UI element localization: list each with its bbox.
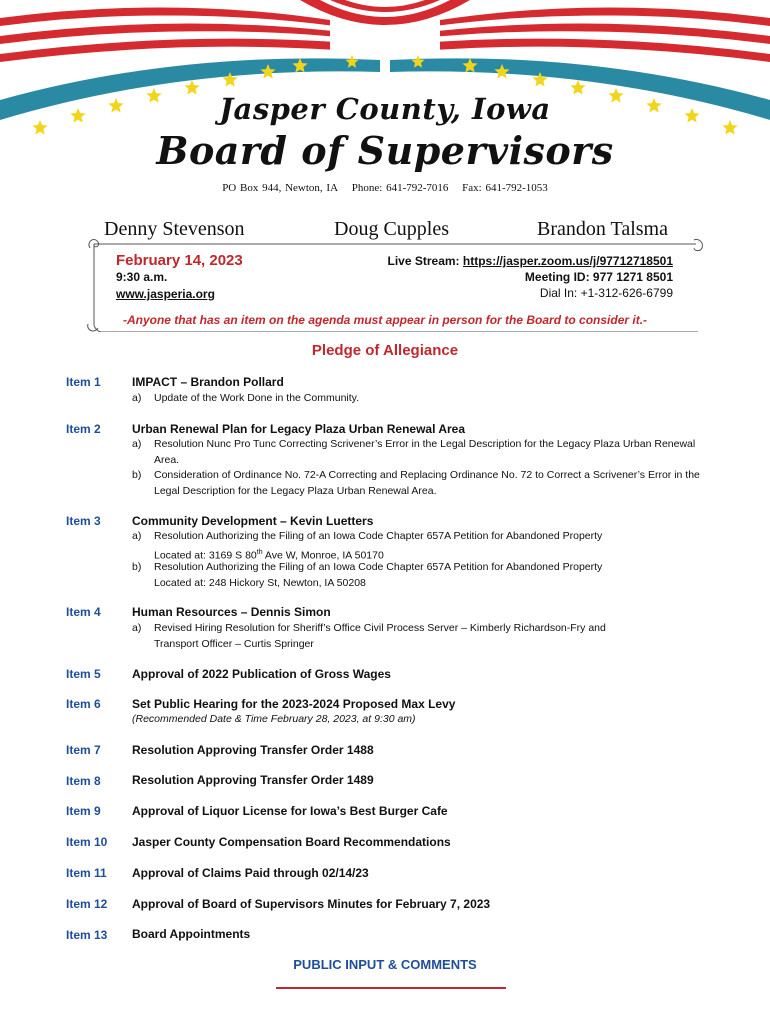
item-number: Item 9	[66, 804, 101, 818]
item-number: Item 8	[66, 774, 101, 788]
sub-item	[132, 529, 712, 564]
item-title: Approval of Claims Paid through 02/14/23	[132, 866, 369, 880]
item-title: Approval of Board of Supervisors Minutes for February 7, 2023	[132, 897, 491, 911]
item-number: Item 1	[66, 375, 101, 389]
item-number: Item 7	[66, 743, 101, 757]
dial-in: Dial In: +1-312-626-6799	[539, 286, 673, 300]
item-title: Resolution Approving Transfer Order 1489	[132, 773, 374, 787]
item-title: IMPACT – Brandon Pollard	[132, 375, 284, 389]
sub-text: Resolution Authorizing the Filing of an Iowa Code Chapter 657A Petition for Abandoned Property	[154, 561, 603, 573]
sub-item	[132, 391, 712, 407]
contact-line	[0, 182, 770, 194]
flag-fan	[330, 0, 440, 12]
item-number: Item 10	[66, 835, 108, 849]
website-link[interactable]: www.jasperia.org	[116, 287, 215, 301]
sub-item	[132, 468, 712, 499]
address-end: Ave W, Monroe, IA 50170	[262, 549, 384, 561]
board-title: Board of Supervisors	[156, 128, 614, 173]
sub-text: Update of the Work Done in the Community.	[154, 392, 360, 404]
divider	[276, 987, 506, 989]
sub-label: b)	[132, 469, 142, 481]
item-number: Item 12	[66, 897, 108, 911]
item-title: Approval of 2022 Publication of Gross Wages	[132, 667, 391, 681]
item-number: Item 5	[66, 667, 101, 681]
sub-text: Resolution Nunc Pro Tunc Correcting Scrivener’s Error in the Legal Description for the Legacy Plaza Urban Renewal Area.	[154, 438, 696, 466]
fax: Fax: 641-792-1053	[462, 182, 548, 194]
ordinal-suffix: th	[256, 548, 263, 556]
item-title: Set Public Hearing for the 2023-2024 Proposed Max Levy	[132, 697, 456, 711]
item-number: Item 11	[66, 866, 107, 880]
item-title: Urban Renewal Plan for Legacy Plaza Urban Renewal Area	[132, 422, 465, 436]
live-stream	[388, 254, 673, 268]
item-title: Community Development – Kevin Luetters	[132, 514, 374, 528]
meeting-date: February 14, 2023	[116, 252, 243, 269]
item-number: Item 4	[66, 605, 101, 619]
address-start: Located at: 3169 S 80	[154, 549, 257, 561]
item-note: (Recommended Date & Time February 28, 2023, at 9:30 am)	[132, 713, 416, 725]
pledge-heading: Pledge of Allegiance	[311, 342, 459, 359]
item-number: Item 6	[66, 697, 101, 711]
sub-item	[132, 621, 652, 652]
item-number: Item 2	[66, 422, 101, 436]
live-stream-label: Live Stream:	[387, 254, 463, 268]
meeting-time: 9:30 a.m.	[116, 270, 168, 284]
item-number: Item 13	[66, 928, 108, 942]
sub-label: b)	[132, 561, 142, 573]
meeting-id: Meeting ID: 977 1271 8501	[524, 270, 673, 284]
sub-label: a)	[132, 622, 142, 634]
sub-label: a)	[132, 530, 142, 542]
supervisor-name: Denny Stevenson	[104, 218, 245, 240]
supervisor-name: Doug Cupples	[334, 218, 449, 240]
sub-address: Located at: 248 Hickory St, Newton, IA 50208	[154, 576, 366, 589]
sub-label: a)	[132, 438, 142, 450]
phone: Phone: 641-792-7016	[351, 182, 449, 194]
item-title: Jasper County Compensation Board Recommendations	[132, 835, 451, 849]
item-title: Approval of Liquor License for Iowa’s Best Burger Cafe	[132, 804, 448, 818]
po-box: PO Box 944, Newton, IA	[222, 182, 339, 194]
public-input-heading: PUBLIC INPUT & COMMENTS	[293, 957, 477, 972]
sub-text: Revised Hiring Resolution for Sheriff’s Office Civil Process Server – Kimberly Richardson-Fry and Transport Officer – Curtis Springer	[154, 622, 606, 650]
live-stream-link[interactable]: https://jasper.zoom.us/j/97712718501	[462, 254, 673, 268]
sub-label: a)	[132, 392, 142, 404]
sub-text: Consideration of Ordinance No. 72-A Correcting and Replacing Ordinance No. 72 to Correct a Scrivener’s Error in the Legal Description for the Legacy Plaza Urban Renewal Area.	[154, 469, 700, 497]
county-title: Jasper County, Iowa	[219, 92, 551, 126]
sub-item	[132, 437, 712, 468]
sub-text: Resolution Authorizing the Filing of an Iowa Code Chapter 657A Petition for Abandoned Property	[154, 530, 603, 542]
supervisor-name: Brandon Talsma	[537, 218, 668, 240]
item-number: Item 3	[66, 514, 101, 528]
sub-item	[132, 560, 712, 591]
item-title: Board Appointments	[132, 927, 251, 941]
item-title: Resolution Approving Transfer Order 1488	[132, 743, 374, 757]
agenda-notice: -Anyone that has an item on the agenda must appear in person for the Board to consider it.-	[122, 313, 648, 327]
item-title: Human Resources – Dennis Simon	[132, 605, 331, 619]
